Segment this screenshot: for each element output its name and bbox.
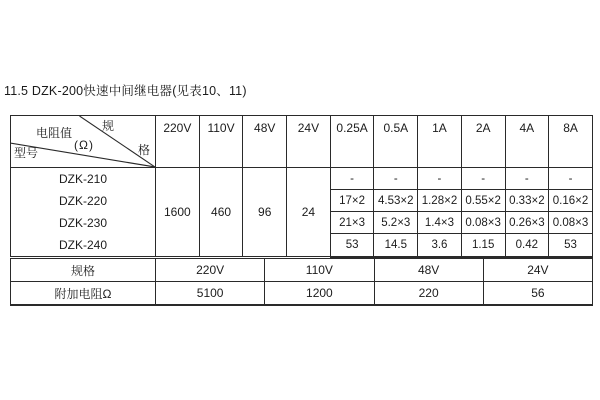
additional-resistance-cell: 1200 — [265, 282, 374, 306]
corner-resistance-label: 电阻值 — [36, 126, 73, 140]
resistance-cell: 4.53×2 — [374, 190, 418, 212]
current-header: 0.25A — [330, 116, 374, 168]
voltage-resistance-value: 96 — [243, 168, 287, 257]
resistance-cell: 17×2 — [330, 190, 374, 212]
spec-cell: 220V — [156, 259, 265, 282]
model-label: DZK-230 — [58, 216, 108, 230]
additional-resistance-label: 附加电阻Ω — [11, 282, 156, 306]
resistance-cell: - — [549, 168, 593, 190]
model-label: DZK-210 — [58, 172, 108, 186]
header-row — [11, 116, 593, 168]
resistance-cell: 0.26×3 — [505, 212, 549, 234]
resistance-cell: 21×3 — [330, 212, 374, 234]
additional-resistance-cell: 5100 — [156, 282, 265, 306]
corner-spec-char-top: 规 — [102, 119, 115, 133]
voltage-header: 220V — [156, 116, 200, 168]
model-column — [11, 168, 156, 257]
resistance-cell: - — [505, 168, 549, 190]
spec-cell: 48V — [374, 259, 483, 282]
current-header: 2A — [461, 116, 505, 168]
current-header: 4A — [505, 116, 549, 168]
section-title: 11.5 DZK-200快速中间继电器(见表10、11) — [4, 84, 247, 98]
model-label: DZK-220 — [58, 194, 108, 208]
voltage-header: 110V — [199, 116, 243, 168]
resistance-cell: 0.33×2 — [505, 190, 549, 212]
current-header: 1A — [418, 116, 462, 168]
current-header: 8A — [549, 116, 593, 168]
model-label: DZK-240 — [58, 238, 108, 252]
corner-resistance-unit: (Ω) — [74, 138, 94, 152]
resistance-cell: - — [374, 168, 418, 190]
resistance-cell: 1.4×3 — [418, 212, 462, 234]
table-row — [11, 259, 593, 282]
resistance-cell: 53 — [549, 234, 593, 257]
relay-ratings-table — [10, 115, 593, 258]
diagonal-corner-cell — [11, 116, 156, 168]
resistance-cell: 53 — [330, 234, 374, 257]
voltage-header: 24V — [287, 116, 331, 168]
resistance-cell: 0.08×3 — [549, 212, 593, 234]
resistance-cell: - — [418, 168, 462, 190]
resistance-cell: 1.15 — [461, 234, 505, 257]
corner-spec-char-bottom: 格 — [138, 143, 151, 157]
voltage-header: 48V — [243, 116, 287, 168]
corner-model-label: 型号 — [14, 146, 39, 160]
resistance-cell: 0.42 — [505, 234, 549, 257]
resistance-cell: 5.2×3 — [374, 212, 418, 234]
voltage-resistance-value: 24 — [287, 168, 331, 257]
spec-cell: 24V — [483, 259, 592, 282]
resistance-cell: - — [330, 168, 374, 190]
additional-resistance-table — [10, 258, 593, 306]
additional-resistance-cell: 56 — [483, 282, 592, 306]
spec-cell: 110V — [265, 259, 374, 282]
resistance-cell: 0.55×2 — [461, 190, 505, 212]
resistance-cell: 0.16×2 — [549, 190, 593, 212]
additional-resistance-cell: 220 — [374, 282, 483, 306]
resistance-cell: 0.08×3 — [461, 212, 505, 234]
resistance-cell: 1.28×2 — [418, 190, 462, 212]
voltage-resistance-value: 460 — [199, 168, 243, 257]
voltage-resistance-value: 1600 — [156, 168, 200, 257]
resistance-cell: - — [461, 168, 505, 190]
resistance-cell: 3.6 — [418, 234, 462, 257]
resistance-cell: 14.5 — [374, 234, 418, 257]
spec-row-label: 规格 — [11, 259, 156, 282]
current-header: 0.5A — [374, 116, 418, 168]
table-row — [11, 168, 593, 190]
table-row — [11, 282, 593, 306]
